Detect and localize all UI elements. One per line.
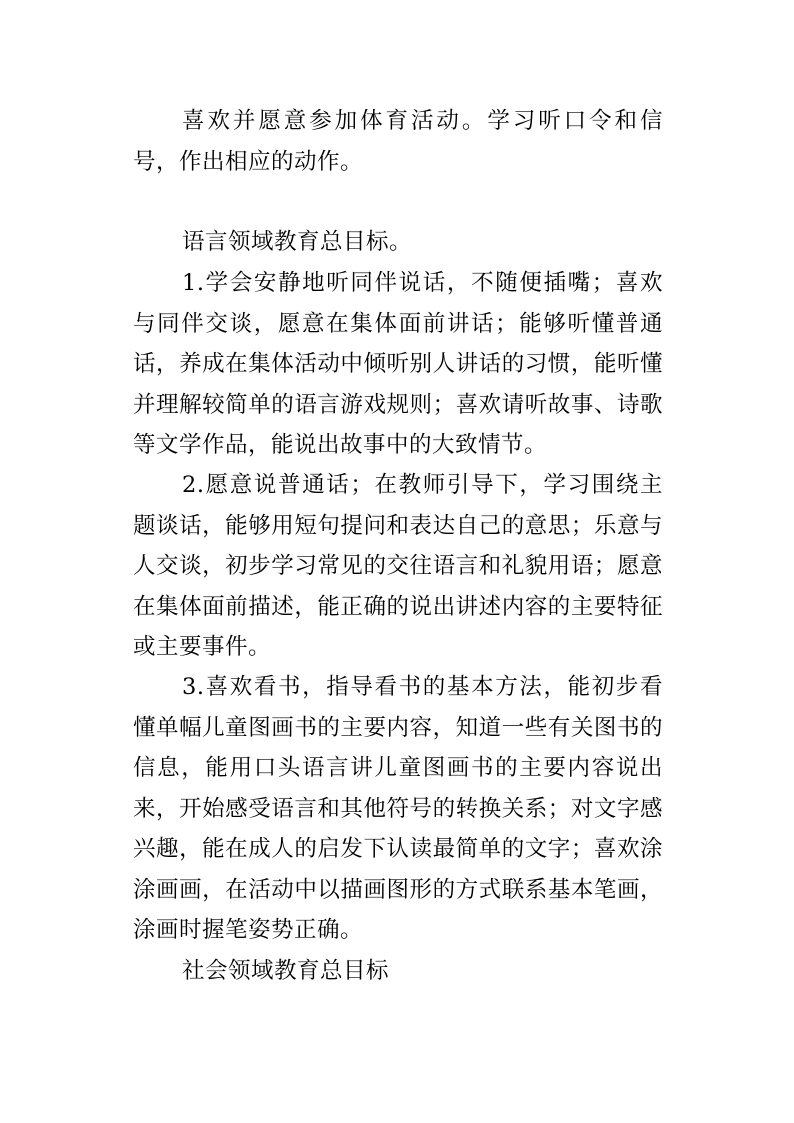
section-heading-language: 语言领域教育总目标。	[182, 229, 413, 255]
paragraph-physical-goals: 喜欢并愿意参加体育活动。学习听口令和信号，作出相应的动作。	[133, 108, 663, 175]
paragraph-language-goal-2: 2.愿意说普通话；在教师引导下，学习围绕主题谈话，能够用短句提问和表达自己的意思；乐意与人交谈，初步学习常见的交往语言和礼貌用语；愿意在集体面前描述，能正确的说出讲述内容的主要特征或主要事件。	[133, 472, 663, 660]
section-heading-social: 社会领域教育总目标	[182, 958, 390, 984]
paragraph-language-goal-3: 3.喜欢看书，指导看书的基本方法，能初步看懂单幅儿童图画书的主要内容，知道一些有关图书的信息，能用口头语言讲儿童图画书的主要内容说出来，开始感受语言和其他符号的转换关系；对文字感兴趣，能在成人的启发下认读最简单的文字；喜欢涂涂画画，在活动中以描画图形的方式联系基本笔画，涂画时握笔姿势正确。	[133, 674, 663, 943]
paragraph-language-goal-1: 1.学会安静地听同伴说话，不随便插嘴；喜欢与同伴交谈，愿意在集体面前讲话；能够听懂普通话，养成在集体活动中倾听别人讲话的习惯，能听懂并理解较简单的语言游戏规则；喜欢请听故事、诗歌等文学作品，能说出故事中的大致情节。	[133, 270, 663, 458]
